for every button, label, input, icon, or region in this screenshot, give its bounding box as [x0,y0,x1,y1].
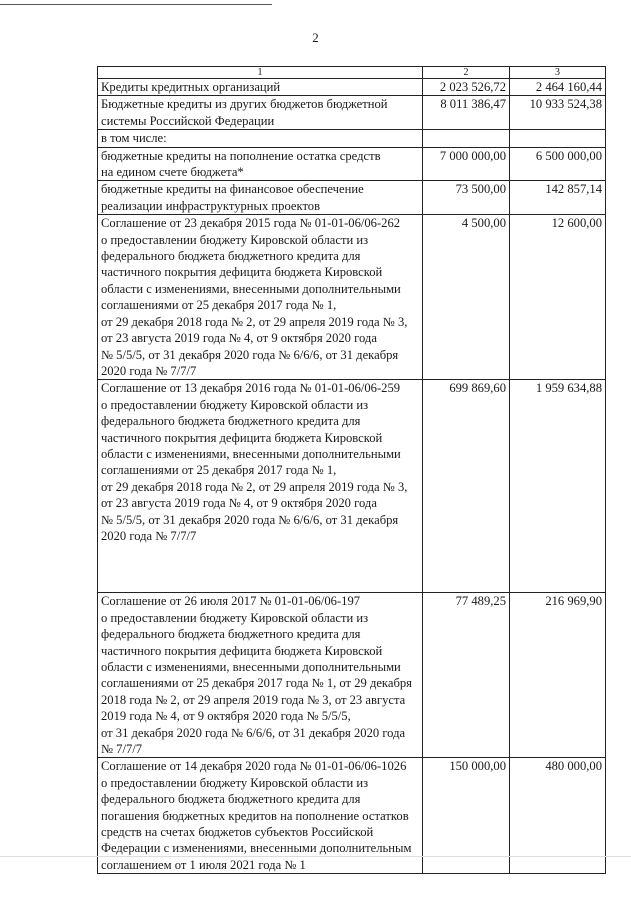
description-line: № 5/5/5, от 31 декабря 2020 года № 6/6/6, от 31 декабря [101,512,399,527]
description-line: 2018 года № 2, от 29 апреля 2019 года № 3, от 23 августа [101,692,406,707]
row-description [98,79,423,96]
description-line: о предоставлении бюджету Кировской области из [101,775,369,790]
page-number: 2 [312,30,319,45]
table-header-row [98,67,606,79]
value-col-3: 6 500 000,00 [510,147,606,181]
description-line: о предоставлении бюджету Кировской области из [101,397,369,412]
description-line: частичного покрытия дефицита бюджета Кировской [101,430,383,445]
description-line: от 29 декабря 2018 года № 2, от 29 апреля 2019 года № 3, [101,479,408,494]
footer-divider [0,856,631,857]
description-line: от 29 декабря 2018 года № 2, от 29 апреля 2019 года № 3, [101,314,408,329]
description-line: федерального бюджета бюджетного кредита для [101,792,361,807]
row-description [98,215,423,380]
row-description [98,593,423,758]
description-line: области с изменениями, внесенными дополнительными [101,281,401,296]
value-col-3: 216 969,90 [510,593,606,758]
value-col-3: 1 959 634,88 [510,380,606,593]
description-line: Бюджетные кредиты из других бюджетов бюджетной [101,97,388,112]
description-line: 2019 года № 4, от 9 октября 2020 года № 5/5/5, [101,709,351,724]
description-line: федерального бюджета бюджетного кредита для [101,249,361,264]
table-row [98,130,606,147]
description-line: системы Российской Федерации [101,113,275,128]
value-col-3: 10 933 524,38 [510,96,606,130]
description-line: федерального бюджета бюджетного кредита для [101,414,361,429]
description-line: от 23 августа 2019 года № 4, от 9 октября 2020 года [101,331,377,346]
value-col-2: 150 000,00 [423,758,510,874]
description-line: погашения бюджетных кредитов на пополнение остатков [101,808,409,823]
row-description [98,130,423,147]
description-line: области с изменениями, внесенными дополнительными [101,446,401,461]
value-col-3: 480 000,00 [510,758,606,874]
value-col-2: 2 023 526,72 [423,79,510,96]
description-line: бюджетные кредиты на пополнение остатка средств [101,148,381,163]
description-line: № 5/5/5, от 31 декабря 2020 года № 6/6/6, от 31 декабря [101,347,399,362]
header-col-1: 1 [98,67,423,79]
table-row [98,96,606,130]
description-line: 2020 года № 7/7/7 [101,363,197,378]
description-line: в том числе: [101,131,167,146]
description-line: Федерации с изменениями, внесенными дополнительным [101,841,412,856]
description-line: Соглашение от 23 декабря 2015 года № 01-01-06/06-262 [101,216,401,231]
description-line: области с изменениями, внесенными дополнительными [101,660,401,674]
value-col-3 [510,130,606,147]
value-col-2: 7 000 000,00 [423,147,510,181]
description-line: о предоставлении бюджету Кировской области из [101,610,369,625]
header-col-3: 3 [510,67,606,79]
row-description [98,147,423,181]
description-line: на едином счете бюджета* [101,165,244,180]
description-line: бюджетные кредиты на финансовое обеспечение [101,182,364,197]
table-row [98,380,606,593]
description-line: федерального бюджета бюджетного кредита для [101,627,361,642]
value-col-2 [423,130,510,147]
budget-credits-table [97,66,606,874]
description-line: Соглашение от 14 декабря 2020 года № 01-01-06/06-1026 [101,759,407,774]
value-col-2: 4 500,00 [423,215,510,380]
value-col-2: 8 011 386,47 [423,96,510,130]
value-col-3: 142 857,14 [510,181,606,215]
description-line: Кредиты кредитных организаций [101,80,281,94]
description-line: о предоставлении бюджету Кировской области из [101,232,369,247]
table-row [98,593,606,758]
description-line: реализации инфраструктурных проектов [101,198,321,213]
description-line: от 31 декабря 2020 года № 6/6/6, от 31 декабря 2020 года [101,725,406,740]
row-description [98,96,423,130]
value-col-3: 12 600,00 [510,215,606,380]
value-col-2: 73 500,00 [423,181,510,215]
description-line: 2020 года № 7/7/7 [101,528,197,543]
description-line: соглашением от 1 июля 2021 года № 1 [101,857,306,872]
description-line: соглашениями от 25 декабря 2017 года № 1, [101,463,337,478]
description-line: частичного покрытия дефицита бюджета Кировской [101,643,383,658]
description-line: № 7/7/7 [101,742,143,757]
table-row [98,147,606,181]
description-line: частичного покрытия дефицита бюджета Кировской [101,265,383,280]
header-col-2: 2 [423,67,510,79]
value-col-3: 2 464 160,44 [510,79,606,96]
table-row [98,181,606,215]
table-row [98,79,606,96]
top-rule [0,4,272,5]
description-line: соглашениями от 25 декабря 2017 года № 1, [101,298,337,313]
row-description [98,380,423,593]
row-description [98,181,423,215]
description-line: соглашениями от 25 декабря 2017 года № 1, от 29 декабря [101,676,412,691]
table-row [98,215,606,380]
description-line: Соглашение от 26 июля 2017 № 01-01-06/06-197 [101,594,361,609]
value-col-2: 77 489,25 [423,593,510,758]
description-line: Соглашение от 13 декабря 2016 года № 01-01-06/06-259 [101,381,401,396]
description-line: от 23 августа 2019 года № 4, от 9 октября 2020 года [101,496,377,511]
description-line: средств на счетах бюджетов субъектов Российской [101,825,374,840]
value-col-2: 699 869,60 [423,380,510,593]
